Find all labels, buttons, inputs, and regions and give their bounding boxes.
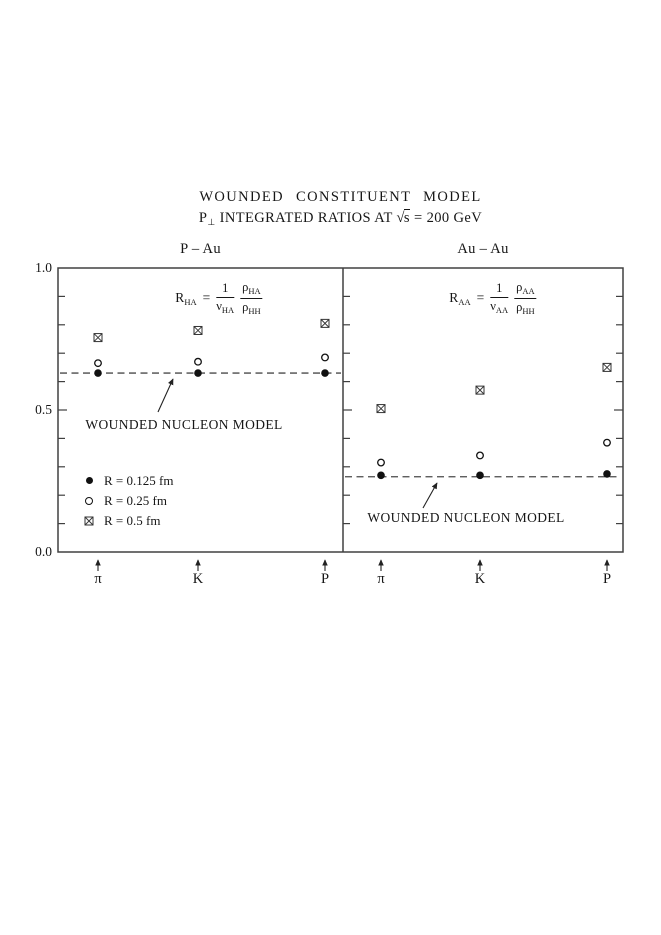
point-open-circle <box>195 358 202 365</box>
xlabel-p-right: P <box>602 571 612 587</box>
equals-sign: = <box>476 290 485 306</box>
xlabel-k-right: K <box>474 571 486 587</box>
legend-item <box>82 492 173 509</box>
legend-label: R = 0.125 fm <box>104 472 174 488</box>
perp-subscript: ⊥ <box>207 217 216 227</box>
wounded-nucleon-annotation-left: WOUNDED NUCLEON MODEL <box>85 417 283 432</box>
point-open-circle <box>378 459 385 466</box>
point-crossed-square <box>321 319 329 327</box>
sqrt-sign: √ <box>396 210 405 226</box>
figure-subtitle <box>58 210 623 228</box>
formula-raa <box>449 280 536 317</box>
point-crossed-square <box>377 405 385 413</box>
point-filled-circle <box>94 369 102 377</box>
figure-title: WOUNDED CONSTITUENT MODEL <box>199 189 482 205</box>
xlabel-pi-right: π <box>377 571 385 587</box>
point-filled-circle <box>194 369 202 377</box>
formula-lhs: $R_{HA}$ <box>175 289 197 307</box>
panel-title-auau: Au – Au <box>457 241 509 257</box>
crossed-square-icon <box>82 516 96 526</box>
point-filled-circle <box>476 472 484 480</box>
ytick-label-0.0: 0.0 <box>35 544 52 559</box>
equals-sign: = <box>202 290 211 306</box>
point-open-circle <box>604 439 611 446</box>
legend-label: R = 0.25 fm <box>104 492 167 508</box>
point-crossed-square <box>194 326 202 334</box>
filled-circle-icon <box>82 477 96 484</box>
fraction-one-over-nu: $\frac{1}{\nu_{HA}}$ <box>216 281 235 315</box>
point-crossed-square <box>94 334 102 342</box>
legend-item <box>82 472 173 489</box>
point-filled-circle <box>603 470 611 478</box>
point-open-circle <box>95 360 102 367</box>
subtitle-mid: INTEGRATED RATIOS AT <box>215 210 397 226</box>
point-filled-circle <box>377 472 385 480</box>
subtitle-p: P <box>198 210 208 226</box>
ytick-label-1.0: 1.0 <box>35 260 52 275</box>
point-open-circle <box>477 452 484 459</box>
annotation-arrow <box>423 483 437 508</box>
legend-item <box>82 512 173 529</box>
point-filled-circle <box>321 369 329 377</box>
point-crossed-square <box>476 386 484 394</box>
formula-rha <box>175 280 262 317</box>
xlabel-pi-left: π <box>94 571 102 587</box>
point-crossed-square <box>603 363 611 371</box>
annotation-arrow <box>158 379 173 412</box>
legend <box>82 472 173 529</box>
xlabel-p-left: P <box>320 571 330 587</box>
xlabel-k-left: K <box>192 571 204 587</box>
subtitle-end: = 200 GeV <box>409 210 483 226</box>
open-circle-icon <box>82 497 96 505</box>
fraction-one-over-nu: $\frac{1}{\nu_{AA}}$ <box>490 281 509 315</box>
wounded-nucleon-annotation-right: WOUNDED NUCLEON MODEL <box>367 510 565 525</box>
formula-lhs: $R_{AA}$ <box>449 289 471 307</box>
sqrt-s: s <box>403 210 410 226</box>
fraction-rho-ratio: $\frac{\rho_{HA}}{\rho_{HH}}$ <box>242 280 261 316</box>
ytick-label-0.5: 0.5 <box>35 402 52 417</box>
point-open-circle <box>322 354 329 361</box>
legend-label: R = 0.5 fm <box>104 512 161 528</box>
fraction-rho-ratio: $\frac{\rho_{AA}}{\rho_{HH}}$ <box>516 280 535 316</box>
panel-title-pau: P – Au <box>180 241 221 257</box>
